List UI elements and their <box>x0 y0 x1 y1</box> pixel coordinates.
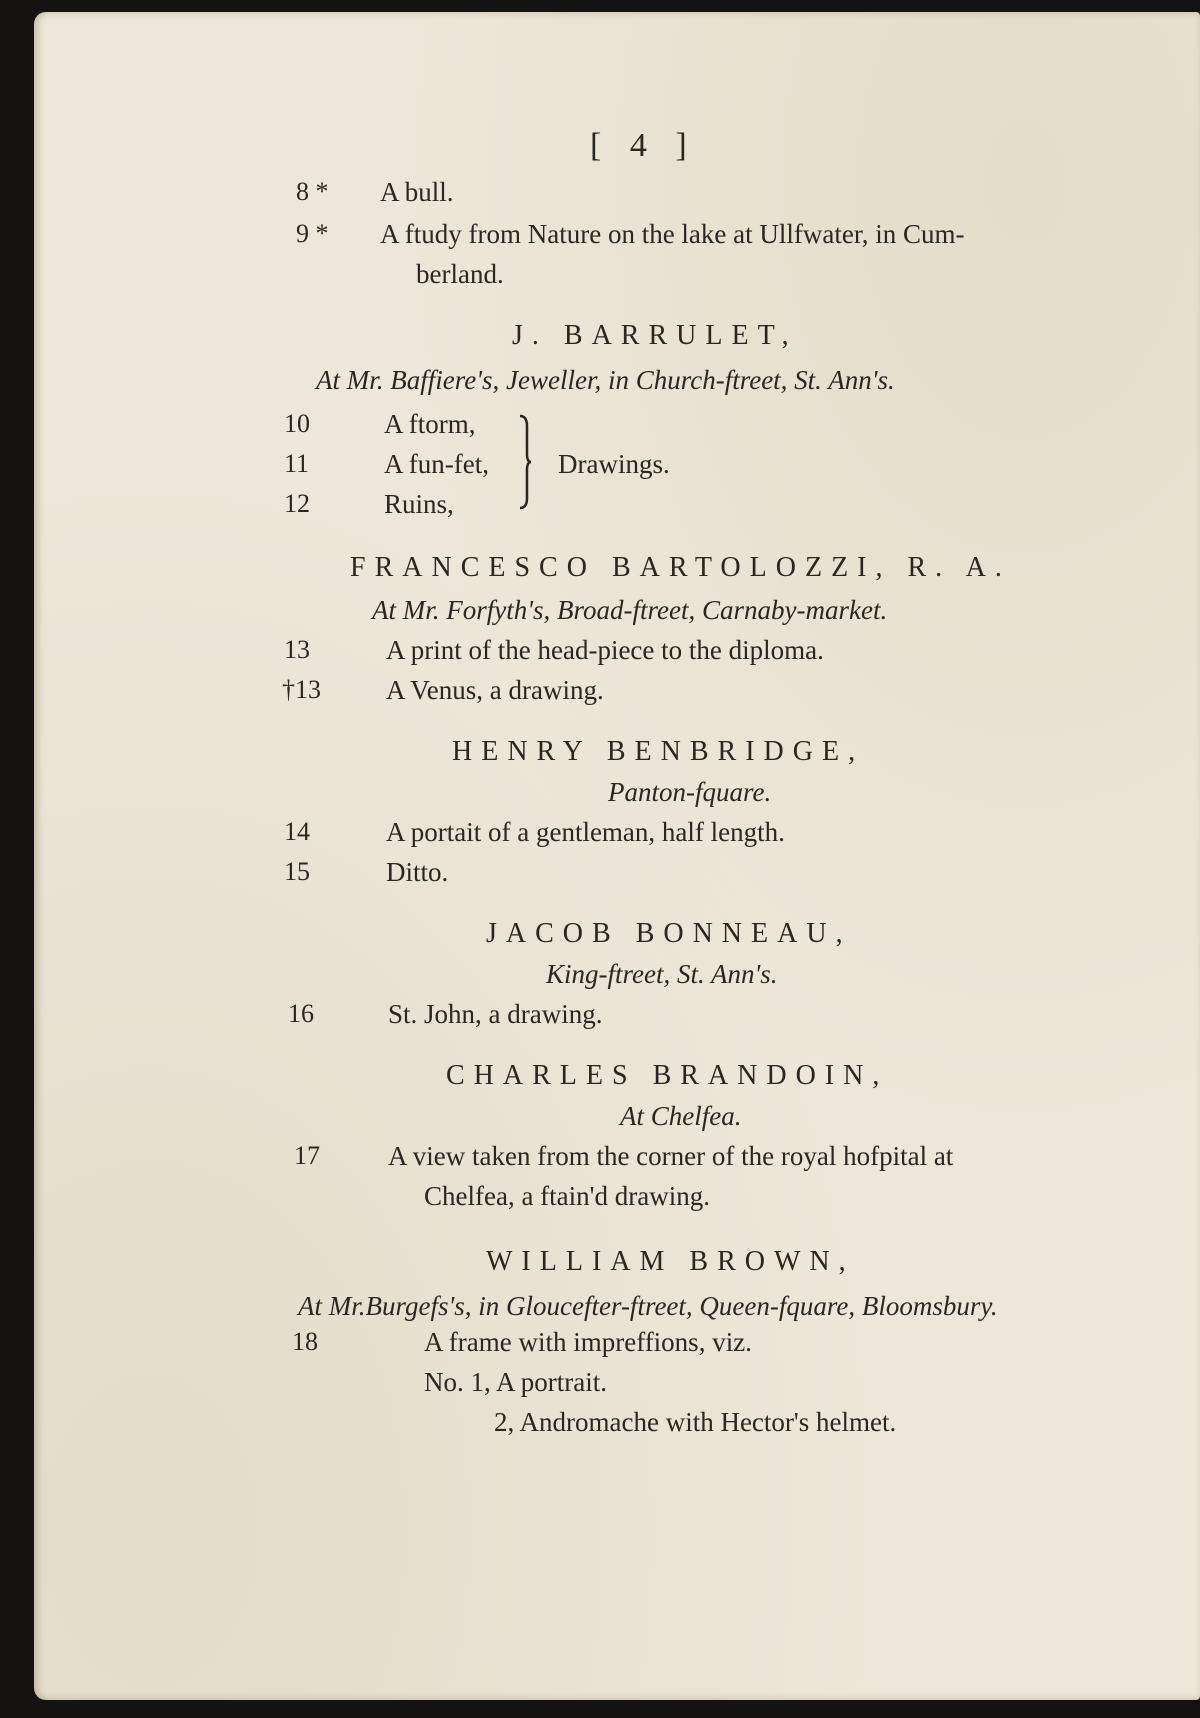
entry-text-continued: Chelfea, a ftain'd drawing. <box>424 1181 711 1211</box>
entry-number: 9 * <box>296 219 329 248</box>
entry-text: A ftorm, <box>384 409 476 439</box>
group-label: Drawings. <box>558 449 670 479</box>
entry-number: 11 <box>284 449 310 478</box>
entry-subitem: 2, Andromache with Hector's helmet. <box>494 1407 897 1437</box>
entry-number: 10 <box>284 409 310 438</box>
artist-address: At Mr. Baffiere's, Jeweller, in Church-ftreet, St. Ann's. <box>316 365 895 395</box>
artist-address: At Mr.Burgefs's, in Gloucefter-ftreet, Queen-fquare, Bloomsbury. <box>298 1291 998 1321</box>
entry-number: 18 <box>292 1327 318 1356</box>
artist-address: King-ftreet, St. Ann's. <box>546 959 778 989</box>
artist-name: WILLIAM BROWN, <box>486 1246 855 1277</box>
entry-text: A print of the head-piece to the diploma. <box>386 635 824 665</box>
entry-text: A bull. <box>380 177 454 207</box>
entry-text: A frame with impreffions, viz. <box>424 1327 752 1357</box>
entry-text: A ftudy from Nature on the lake at Ullfwater, in Cum- <box>380 219 965 249</box>
entry-number: †13 <box>282 675 321 704</box>
entry-text-continued: berland. <box>416 259 504 289</box>
artist-address: At Chelfea. <box>620 1101 742 1131</box>
entry-text: Ruins, <box>384 489 454 519</box>
entry-number: 16 <box>288 999 314 1028</box>
entry-number: 8 * <box>296 177 329 206</box>
artist-name: J. BARRULET, <box>512 320 798 351</box>
document-page <box>34 12 1200 1700</box>
entry-text: St. John, a drawing. <box>388 999 603 1029</box>
page-number: [ 4 ] <box>590 127 697 164</box>
entry-text: A portait of a gentleman, half length. <box>386 817 785 847</box>
entry-text: A Venus, a drawing. <box>386 675 604 705</box>
artist-name: FRANCESCO BARTOLOZZI, R. A. <box>350 552 1011 583</box>
entry-number: 14 <box>284 817 310 846</box>
entry-subitem: No. 1, A portrait. <box>424 1367 607 1397</box>
entry-number: 13 <box>284 635 310 664</box>
group-brace <box>518 412 532 512</box>
artist-address: Panton-fquare. <box>608 777 772 807</box>
entry-number: 15 <box>284 857 310 886</box>
entry-text: A fun-fet, <box>384 449 489 479</box>
artist-address: At Mr. Forfyth's, Broad-ftreet, Carnaby-market. <box>372 595 888 625</box>
entry-text: A view taken from the corner of the royal hofpital at <box>388 1141 954 1171</box>
artist-name: JACOB BONNEAU, <box>486 918 852 949</box>
entry-number: 12 <box>284 489 310 518</box>
artist-name: CHARLES BRANDOIN, <box>446 1060 889 1091</box>
entry-text: Ditto. <box>386 857 449 887</box>
entry-number: 17 <box>294 1141 320 1170</box>
artist-name: HENRY BENBRIDGE, <box>452 736 865 767</box>
